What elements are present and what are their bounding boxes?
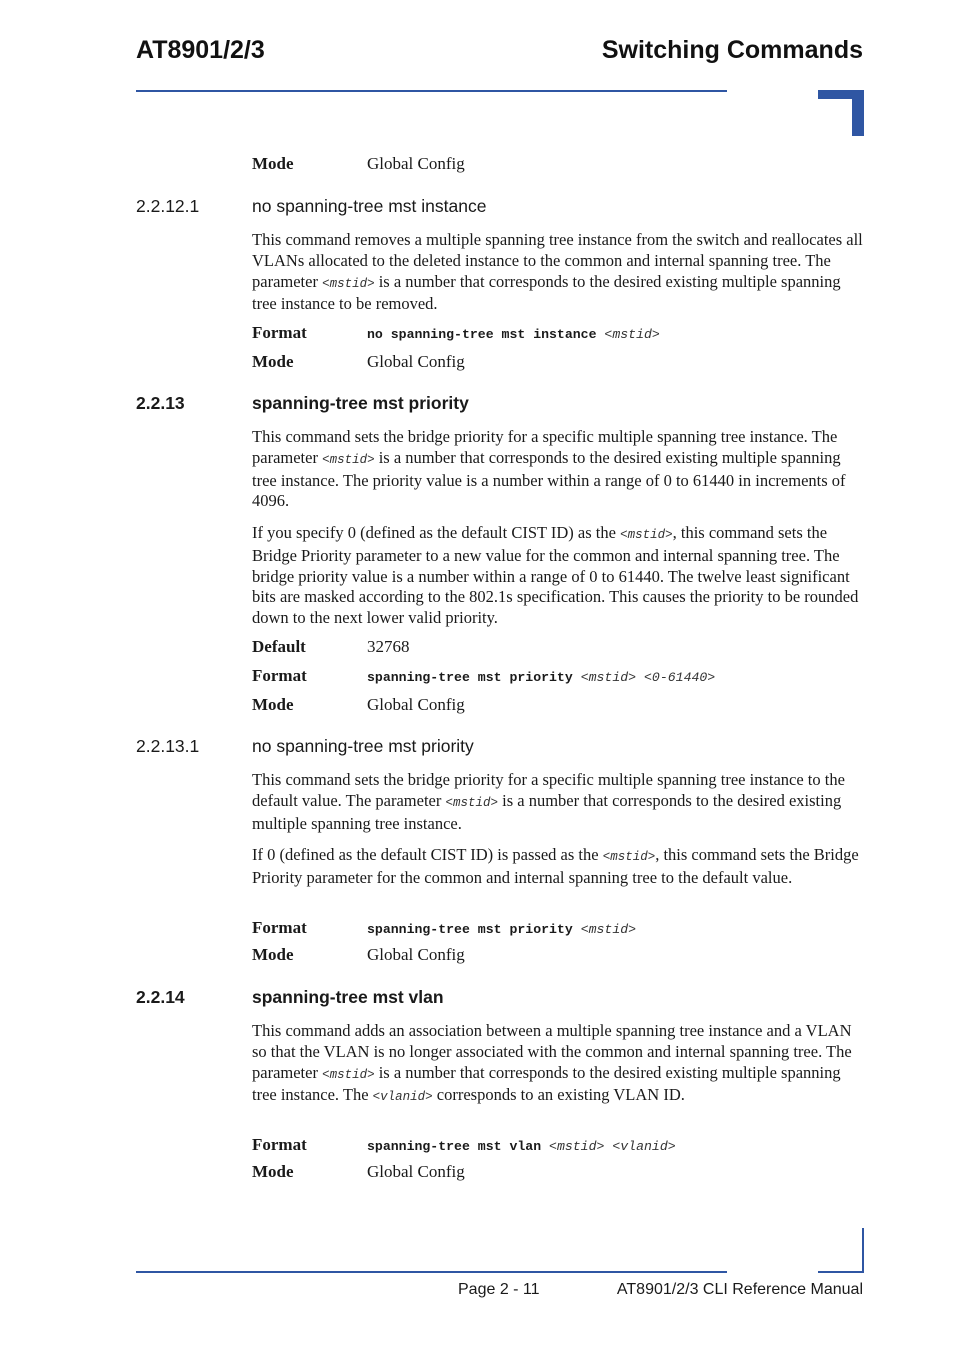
format-command: spanning-tree mst priority <mstid> bbox=[367, 922, 637, 937]
footer-rule bbox=[136, 1271, 727, 1273]
mode-value: Global Config bbox=[367, 1162, 465, 1181]
section-title: no spanning-tree mst instance bbox=[252, 196, 487, 216]
section-number: 2.2.12.1 bbox=[136, 196, 200, 216]
footer-corner-mark-vertical bbox=[862, 1228, 864, 1273]
header-rule bbox=[136, 90, 727, 92]
param-mstid: <mstid> bbox=[602, 850, 656, 864]
section-paragraph: This command adds an association between a multiple spanning tree instance and a VLAN so that the VLAN is no longer associated with the common and internal spanning tree. The parameter <mstid> is a number that corresponds to the desired existing multiple spanning tree instance. The <vlanid> corresponds to an existing VLAN ID. bbox=[252, 1021, 852, 1105]
format-label: Format bbox=[252, 1135, 307, 1154]
mode-value: Global Config bbox=[367, 352, 465, 371]
section-number: 2.2.14 bbox=[136, 987, 185, 1007]
header-corner-mark-vertical bbox=[852, 90, 864, 136]
top-mode-label: Mode bbox=[252, 154, 294, 173]
footer-page-number: Page 2 - 11 bbox=[458, 1281, 540, 1298]
format-label: Format bbox=[252, 918, 307, 937]
mode-label: Mode bbox=[252, 945, 294, 964]
default-label: Default bbox=[252, 637, 306, 656]
format-command: spanning-tree mst vlan <mstid> <vlanid> bbox=[367, 1139, 676, 1154]
section-paragraph: This command sets the bridge priority for a specific multiple spanning tree instance. The parameter <mstid> is a number that corresponds to the desired existing multiple spanning tree instance. The priority value is a number within a range of 0 to 61440 in increments of 4096. bbox=[252, 427, 846, 511]
param-mstid: <mstid> bbox=[322, 452, 375, 467]
param-mstid: <mstid> bbox=[322, 1067, 375, 1082]
param-mstid: <mstid> bbox=[322, 276, 375, 291]
section-paragraph: This command sets the bridge priority for a specific multiple spanning tree instance to the default value. The parameter <mstid> is a number that corresponds to the desired existing multiple spanning tree instance. bbox=[252, 770, 845, 833]
param-mstid: <mstid> bbox=[445, 795, 498, 810]
section-title: no spanning-tree mst priority bbox=[252, 736, 474, 756]
section-paragraph: If you specify 0 (defined as the default CIST ID) as the <mstid>, this command sets the Bridge Priority parameter to a new value for the common and internal spanning tree. The bridge priority value is a number within a range of 0 to 61440. The twelve least significant bits are masked according to the 802.1s specification. This causes the priority to be rounded down to the next lower valid priority. bbox=[252, 523, 859, 628]
mode-label: Mode bbox=[252, 1162, 294, 1181]
section-title: spanning-tree mst vlan bbox=[252, 987, 444, 1007]
header-chapter-title: Switching Commands bbox=[601, 36, 863, 64]
mode-label: Mode bbox=[252, 352, 294, 371]
mode-value: Global Config bbox=[367, 695, 465, 714]
section-paragraph: This command removes a multiple spanning tree instance from the switch and reallocates all VLANs allocated to the deleted instance to the common and internal spanning tree. The parameter <mstid> is a number that corresponds to the desired existing multiple spanning tree instance to be removed. bbox=[252, 230, 863, 314]
footer-corner-mark bbox=[818, 1271, 864, 1273]
format-command: spanning-tree mst priority <mstid> <0-61440> bbox=[367, 670, 716, 685]
header-doc-id: AT8901/2/3 bbox=[136, 36, 265, 64]
top-mode-value: Global Config bbox=[367, 154, 465, 173]
mode-label: Mode bbox=[252, 695, 294, 714]
format-label: Format bbox=[252, 666, 307, 685]
section-paragraph: If 0 (defined as the default CIST ID) is passed as the <mstid>, this command sets the Bridge Priority parameter for the common and internal spanning tree to the default value. bbox=[252, 845, 859, 887]
format-label: Format bbox=[252, 323, 307, 342]
format-command: no spanning-tree mst instance <mstid> bbox=[367, 327, 660, 342]
param-mstid: <mstid> bbox=[620, 528, 673, 542]
default-value: 32768 bbox=[367, 637, 410, 656]
section-number: 2.2.13 bbox=[136, 393, 185, 413]
mode-value: Global Config bbox=[367, 945, 465, 964]
param-vlanid: <vlanid> bbox=[372, 1090, 433, 1105]
footer-manual-title: AT8901/2/3 CLI Reference Manual bbox=[616, 1281, 863, 1298]
section-title: spanning-tree mst priority bbox=[252, 393, 469, 413]
section-number: 2.2.13.1 bbox=[136, 736, 200, 756]
